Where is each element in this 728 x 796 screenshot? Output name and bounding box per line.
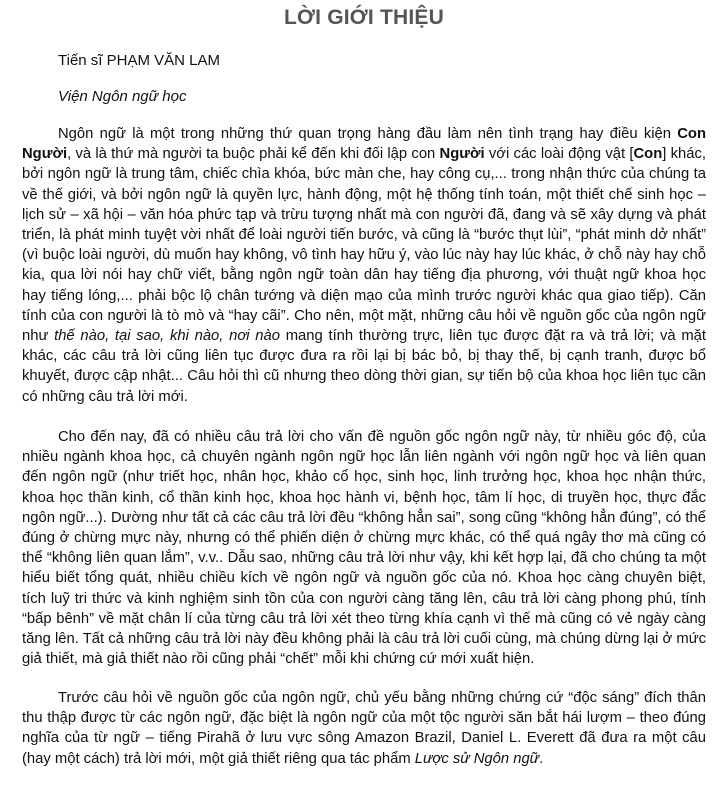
author-institute: Viện Ngôn ngữ học xyxy=(58,88,187,105)
text-run: mang tính thường trực, liên tục được đặt ra và trả lời; và mặt khác, các câu trả lời cũng liên tục được đưa ra rồi lại bị bác bỏ, bị thay thế, bị cạnh tranh, được bổ khuyết, được cập nhật... Câu hỏi thì cũ nhưng theo dòng thời gian, sự tiến bộ của khoa học liên tục cần có những câu trả lời mới. xyxy=(22,328,706,405)
paragraph-1 xyxy=(22,124,706,407)
text-run: Ngôn ngữ là một trong những thứ quan trọng hàng đầu làm nên tình trạng hay điều kiện xyxy=(58,126,678,142)
paragraph-2: Cho đến nay, đã có nhiều câu trả lời cho vấn đề nguồn gốc ngôn ngữ này, từ nhiều góc độ, của nhiều ngành khoa học, cả chuyên ngành ngôn ngữ học lẫn liên ngành với ngôn ngữ học và liên quan đến ngôn ngữ (như triết học, nhân học, khảo cổ học, sinh học, linh trưởng học, khoa học nhận thức, khoa học thần kinh, cổ thần kinh học, khoa học hành vi, bệnh học, tâm lí học, di truyền học, thực đắc ngôn ngữ...). Dường như tất cả các câu trả lời đều “không hẳn sai”, song cũng “không hẳn đúng”, có thể đúng ở chừng mực này, nhưng có thể phiến diện ở chừng mực khác, có thể quá ngây thơ mà cũng có thể “không liên quan lắm”, v.v.. Dẫu sao, những câu trả lời như vậy, khi kết hợp lại, đã cho chúng ta một hiểu biết tổng quát, nhiều chiều kích về ngôn ngữ và nguồn gốc của nó. Khoa học càng chuyên biệt, tích luỹ tri thức và kinh nghiệm sinh tồn của con người càng tăng lên, câu trả lời càng phong phú, tính “bấp bênh” về mặt chân lí của từng câu trả lời xét theo từng khía cạnh vì thế mà cũng có vẻ ngày càng tăng lên. Tất cả những câu trả lời này đều không phải là câu trả lời cuối cùng, mà chúng dừng lại ở mức giả thiết, mà giả thiết nào rồi cũng phải “chết” mỗi khi chứng cứ mới xuất hiện. xyxy=(22,429,706,668)
bold-term: Con Người xyxy=(22,126,706,163)
page-title: LỜI GIỚI THIỆU xyxy=(284,6,444,29)
bold-term: Người xyxy=(439,146,485,163)
text-run: ] khác, bởi ngôn ngữ là trung tâm, chiếc chìa khóa, bức màn che, hay công cụ,... trong nhận thức của chúng ta về thế giới, và bởi ngôn ngữ là quyền lực, hành động, một hệ thống tính toán, một thiết chế sinh học – lịch sử – xã hội – văn hóa phức tạp và trừu tượng nhất mà con người đã, đang và sẽ xây dựng và phát triển, là phát minh tuyệt vời nhất để loài người tiến bước, và cũng là “bước thụt lùi”, “phát minh dở nhất” (vì buộc loài người, dù muốn hay không, vô tình hay hữu ý, vào lúc này hay lúc khác, ở chỗ này hay chỗ kia, qua lời nói hay chữ viết, bằng ngôn ngữ toàn dân hay tiếng địa phương, với thuật ngữ khoa học hay tiếng lóng,... phải bộc lộ chân tướng và diện mạo của mình trước người khác qua giao tiếp). Căn tính của con người là tò mò và “hay cãi”. Cho nên, một mặt, những câu hỏi về nguồn gốc của ngôn ngữ như xyxy=(22,146,706,345)
text-run: , và là thứ mà người ta buộc phải kể đến khi đối lập con xyxy=(67,146,440,163)
text-run: với các loài động vật [ xyxy=(484,146,634,163)
text-run: . xyxy=(539,750,544,767)
text-run: Trước câu hỏi về nguồn gốc của ngôn ngữ, chủ yếu bằng những chứng cứ “độc sáng” đích thân thu thập được từ các ngôn ngữ, đặc biệt là ngôn ngữ của một tộc người săn bắt hái lượm – theo đúng nghĩa của từ ngữ – tiếng Pirahã ở lưu vực sông Amazon Brazil, Daniel L. Everett đã đưa ra một câu (hay một cách) trả lời mới, một giả thiết riêng qua tác phẩm xyxy=(22,690,706,767)
book-title: Lược sử Ngôn ngữ xyxy=(414,750,540,767)
author-name: Tiến sĩ PHẠM VĂN LAM xyxy=(58,52,220,69)
paragraph-3 xyxy=(22,688,706,769)
bold-term: Con xyxy=(633,146,663,163)
italic-phrase: thế nào, tại sao, khi nào, nơi nào xyxy=(54,328,280,345)
